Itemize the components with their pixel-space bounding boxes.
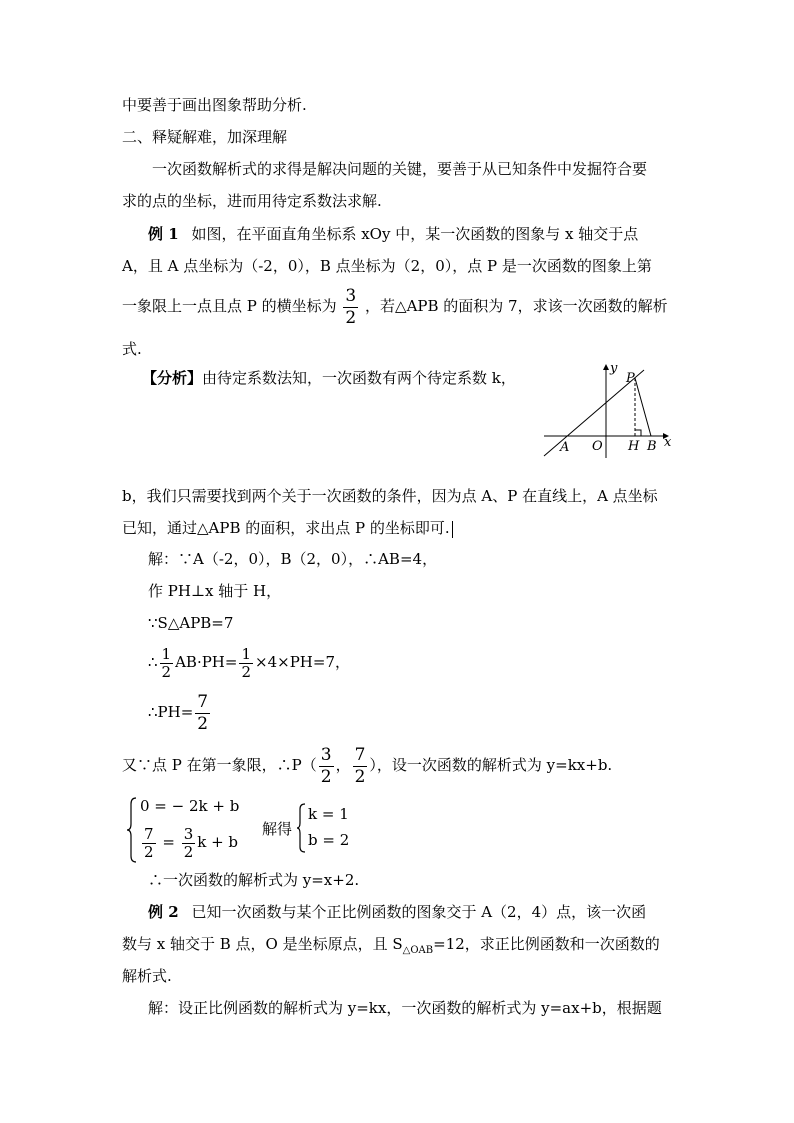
solution-line: 解：∵A（-2，0），B（2，0），∴AB=4，	[148, 550, 438, 568]
example-1-line	[122, 284, 668, 329]
fraction-one-half	[239, 646, 253, 681]
denominator: 2	[241, 662, 252, 681]
solution-system	[296, 802, 376, 854]
fraction-three-halves	[343, 286, 358, 329]
label-p: P	[626, 371, 635, 386]
solution-line: ∵S△APB=7	[148, 614, 234, 632]
example-2-text: =12，求正比例函数和一次函数的	[433, 935, 660, 953]
system-row-1: 0 = − 2k + b	[140, 797, 240, 815]
label-x: x	[664, 435, 672, 450]
section-heading: 二、释疑解难，加深理解	[122, 128, 288, 146]
denominator: 2	[183, 842, 194, 861]
numerator: 1	[241, 644, 252, 663]
numerator: 7	[354, 744, 366, 765]
solution-line: 解：设正比例函数的解析式为 y=kx，一次函数的解析式为 y=ax+b，根据题	[148, 999, 662, 1017]
label-o: O	[592, 439, 603, 454]
numerator: 3	[345, 285, 357, 306]
analysis-text: 由待定系数法知，一次函数有两个待定系数 k，	[202, 369, 516, 387]
numerator: 7	[144, 824, 154, 843]
equation-text: ），设一次函数的解析式为 y=kx+b.	[369, 756, 613, 774]
example-1-line	[148, 224, 638, 244]
text-cursor	[452, 521, 453, 538]
denominator: 2	[354, 766, 366, 787]
example-2-text: 数与 x 轴交于 B 点，O 是坐标原点，且 S	[122, 935, 403, 953]
solution-line	[148, 691, 212, 735]
fraction-seven-halves	[142, 826, 156, 861]
example-1-label: 例 1	[148, 225, 179, 243]
subscript: △OAB	[402, 945, 434, 956]
example-2-line: 解析式.	[122, 967, 172, 985]
solve-word: 解得	[262, 820, 293, 838]
paragraph-line: 求的点的坐标，进而用待定系数法求解.	[122, 192, 382, 210]
denominator: 2	[345, 307, 357, 328]
equation-text: 又∵点 P 在第一象限，∴P（	[122, 756, 317, 774]
analysis-line	[122, 518, 453, 538]
analysis-text: 已知，通过△APB 的面积，求出点 P 的坐标即可.	[122, 519, 450, 537]
label-a: A	[560, 440, 570, 455]
equation-text: ×4×PH=7，	[255, 653, 350, 671]
solution-line	[148, 641, 350, 683]
example-2-label: 例 2	[148, 903, 179, 921]
y-axis-arrow	[603, 364, 609, 370]
example-1-text: ，若△APB 的面积为 7，求该一次函数的解析	[365, 297, 668, 315]
label-b: B	[647, 439, 657, 454]
example-1-text: 如图，在平面直角坐标系 xOy 中，某一次函数的图象与 x 轴交于点	[191, 225, 639, 243]
equation-text: =	[162, 833, 175, 851]
right-angle-mark	[635, 430, 641, 436]
denominator: 2	[197, 713, 209, 734]
example-1-line: 式.	[122, 340, 142, 358]
example-2-text: 已知一次函数与某个正比例函数的图象交于 A（2，4）点，该一次函	[191, 903, 647, 921]
therefore-symbol: ∴	[148, 653, 158, 671]
paragraph-line: 一次函数解析式的求得是解决问题的关键，要善于从已知条件中发掘符合要	[152, 160, 648, 178]
equation-text: ∴PH=	[148, 703, 194, 721]
example-1-line: A，且 A 点坐标为（-2，0），B 点坐标为（2，0），点 P 是一次函数的图象上第	[122, 257, 652, 275]
equation-text: k + b	[197, 833, 239, 851]
denominator: 2	[320, 766, 332, 787]
label-y: y	[610, 362, 618, 376]
example-1-text: 一象限上一点且点 P 的横坐标为	[122, 297, 337, 315]
left-brace	[126, 796, 138, 864]
fraction-three-halves	[182, 826, 196, 861]
system-row-2: b = 2	[308, 831, 350, 849]
conclusion-line: ∴一次函数的解析式为 y=x+2.	[148, 871, 360, 889]
analysis-label: 【分析】	[142, 369, 203, 387]
solution-line: 作 PH⊥x 轴于 H，	[148, 582, 282, 600]
numerator: 3	[183, 824, 194, 843]
numerator: 7	[197, 691, 209, 712]
equation-text: AB·PH=	[175, 653, 238, 671]
example-2-line	[148, 902, 646, 922]
fraction-one-half	[160, 646, 174, 681]
coordinate-figure	[540, 362, 676, 462]
fraction-seven-halves	[195, 692, 210, 735]
analysis-line: b，我们只需要找到两个关于一次函数的条件，因为点 A、P 在直线上，A 点坐标	[122, 487, 658, 505]
example-2-line	[122, 934, 660, 961]
denominator: 2	[161, 662, 172, 681]
denominator: 2	[144, 842, 154, 861]
fraction-three-halves	[319, 745, 334, 788]
paragraph-line: 中要善于画出图象帮助分析.	[122, 96, 307, 114]
system-row-2	[140, 822, 238, 862]
segment-pb	[635, 378, 651, 436]
solution-line	[122, 743, 612, 788]
numerator: 1	[161, 644, 172, 663]
system-row-1: k = 1	[308, 805, 349, 823]
label-h: H	[628, 439, 640, 454]
numerator: 3	[320, 744, 332, 765]
left-brace	[296, 802, 306, 854]
fraction-seven-halves	[353, 745, 368, 788]
equation-text: ，	[335, 756, 351, 774]
analysis-line	[142, 368, 516, 388]
